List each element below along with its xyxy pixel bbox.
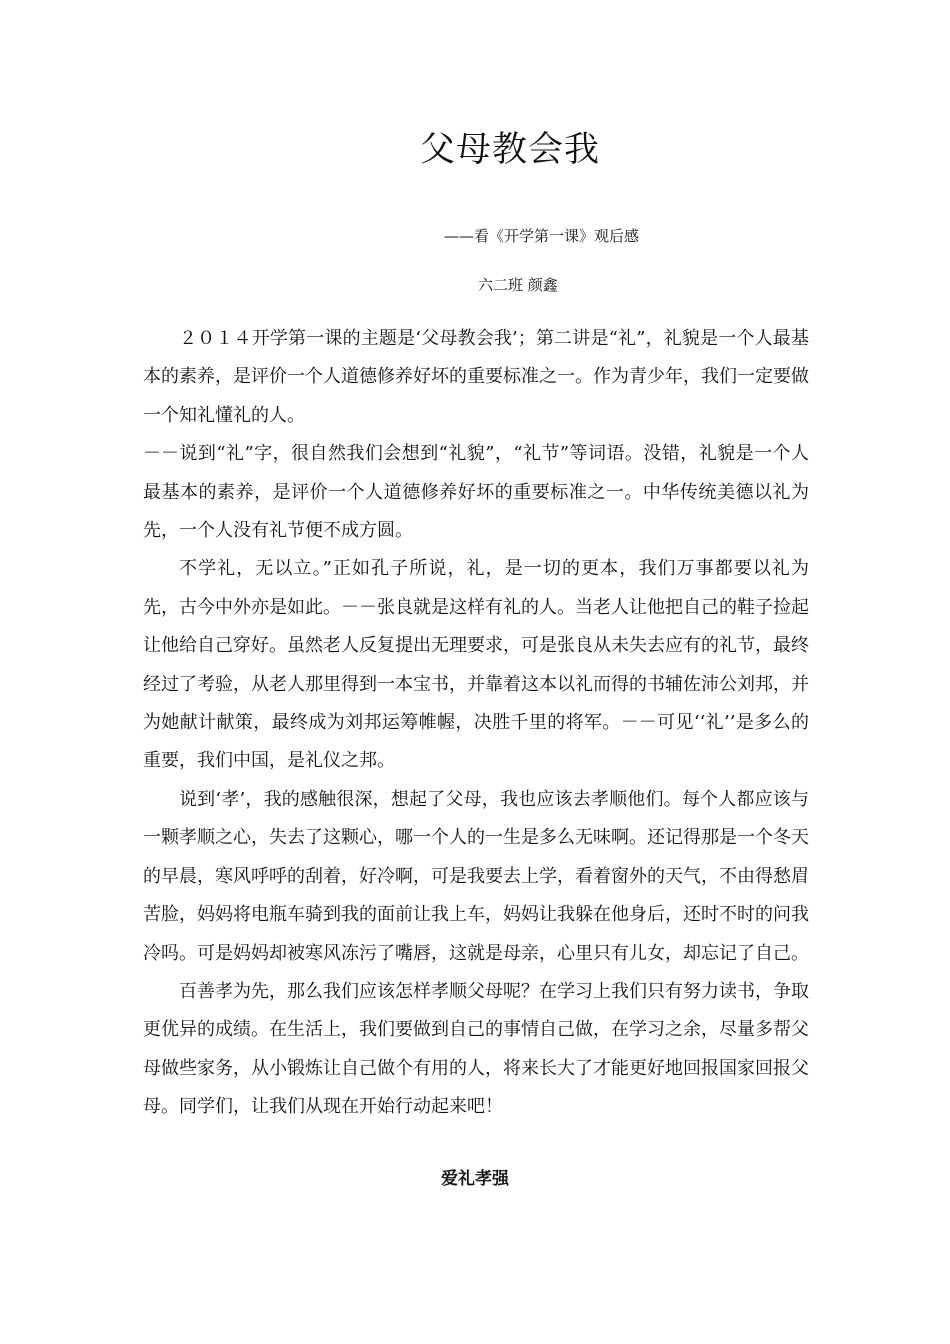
document-subtitle: ——看《开学第一课》观后感 [444,227,640,245]
paragraph: ２０１４开学第一课的主题是‘父母教会我’；第二讲是“礼”，礼貌是一个人最基本的素养，是评价一个人道德修养好坏的重要标准之一。作为青少年，我们一定要做一个知礼懂礼的人。 [143,328,809,426]
next-section-heading: 爱礼孝强 [441,1169,509,1189]
document-title: 父母教会我 [419,130,600,170]
paragraph: 百善孝为先，那么我们应该怎样孝顺父母呢？在学习上我们只有努力读书，争取更优异的成绩。在生活上，我们要做到自己的事情自己做，在学习之余，尽量多帮父母做些家务，从小锻炼让自己做个有用的人，将来长大了才能更好地回报国家回报父母。同学们，让我们从现在开始行动起来吧！ [143,980,809,1118]
author-line: 六二班 颜鑫 [478,276,558,294]
paragraph: 说到‘孝’，我的感触很深，想起了父母，我也应该去孝顺他们。每个人都应该与一颗孝顺之心，失去了这颗心，哪一个人的一生是多么无味啊。还记得那是一个冬天的早晨，寒风呼呼的刮着，好冷啊，可是我要去上学，看着窗外的天气，不由得愁眉苦脸，妈妈将电瓶车骑到我的面前让我上车，妈妈让我躲在他身后，还时不时的问我冷吗。可是妈妈却被寒风冻污了嘴唇，这就是母亲，心里只有儿女，却忘记了自己。 [143,788,809,964]
essay-body [143,320,809,1127]
paragraph: －－说到“礼”字，很自然我们会想到“礼貌”，“礼节”等词语。没错，礼貌是一个人最基本的素养，是评价一个人道德修养好坏的重要标准之一。中华传统美德以礼为先，一个人没有礼节便不成方圆。 [143,443,809,542]
paragraph: 不学礼，无以立。”正如孔子所说，礼，是一切的更本，我们万事都要以礼为先，古今中外亦是如此。－－张良就是这样有礼的人。当老人让他把自己的鞋子捡起让他给自己穿好。虽然老人反复提出无理要求，可是张良从未失去应有的礼节，最终经过了考验，从老人那里得到一本宝书，并靠着这本以礼而得的书辅佐沛公刘邦，并为她献计献策，最终成为刘邦运筹帷幄，决胜千里的将军。－－可见‘‘礼’’是多么的重要，我们中国，是礼仪之邦。 [143,558,809,772]
